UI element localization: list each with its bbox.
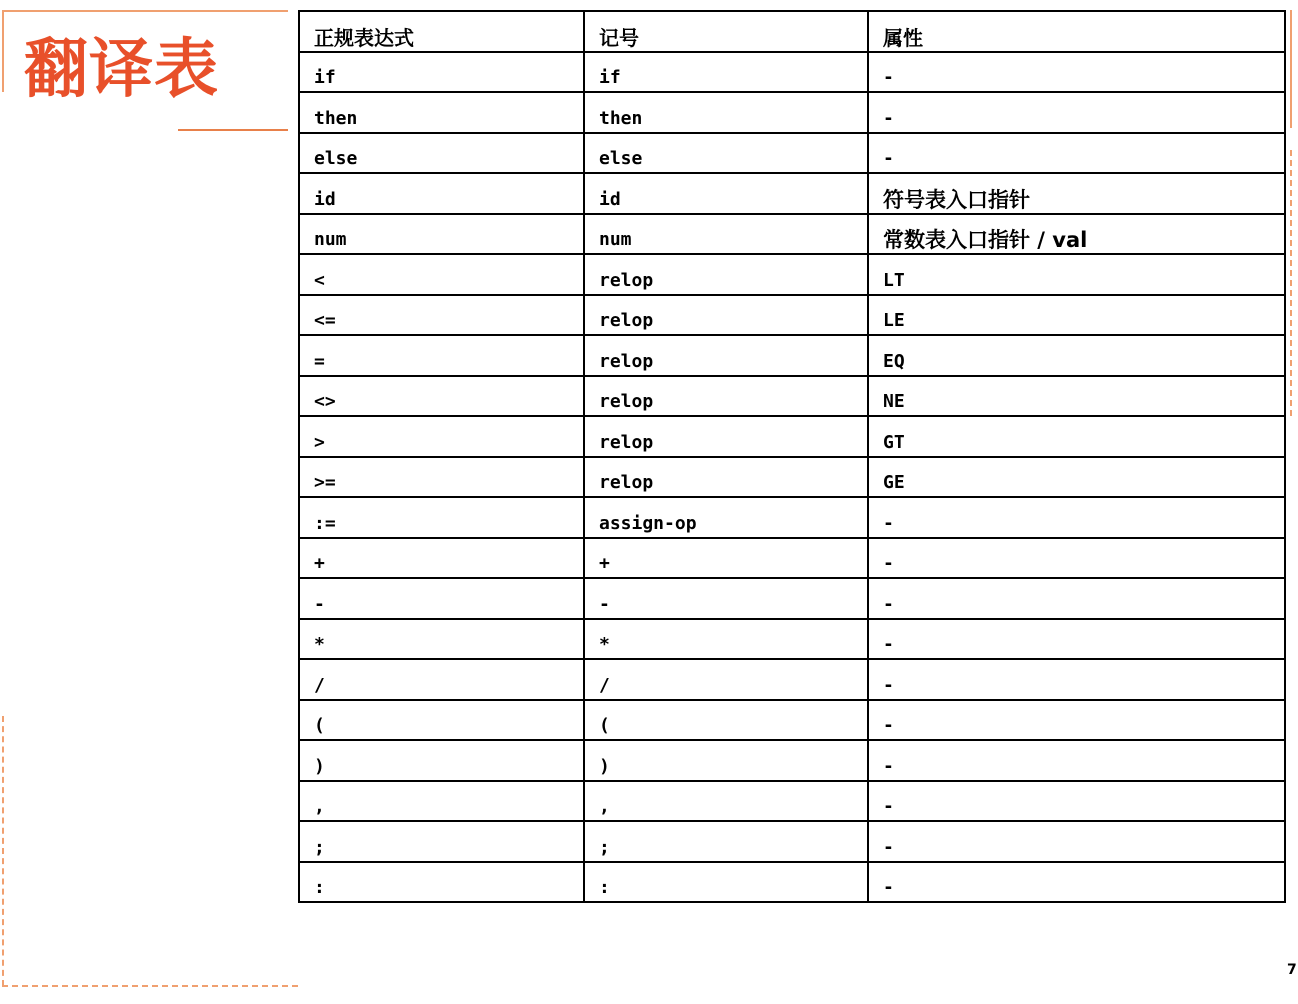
cell-token: relop — [584, 457, 868, 498]
table-row — [299, 821, 1285, 862]
translation-table — [298, 10, 1286, 903]
header-regex: 正规表达式 — [299, 11, 584, 52]
cell-attribute: - — [868, 497, 1285, 538]
cell-regex: , — [299, 781, 584, 822]
cell-regex: / — [299, 659, 584, 700]
cell-regex: > — [299, 416, 584, 457]
header-token: 记号 — [584, 11, 868, 52]
cell-regex: if — [299, 52, 584, 93]
title-underline — [178, 129, 288, 131]
cell-attribute: LE — [868, 295, 1285, 336]
right-dashed-border — [1290, 150, 1292, 416]
cell-regex: then — [299, 92, 584, 133]
cell-regex: ) — [299, 740, 584, 781]
left-dashed-border — [2, 716, 4, 986]
cell-attribute: 常数表入口指针 / val — [868, 214, 1285, 255]
cell-attribute: - — [868, 740, 1285, 781]
table-row — [299, 781, 1285, 822]
cell-attribute: 符号表入口指针 — [868, 173, 1285, 214]
cell-regex: <> — [299, 376, 584, 417]
cell-regex: ( — [299, 700, 584, 741]
cell-attribute: EQ — [868, 335, 1285, 376]
table-row — [299, 740, 1285, 781]
cell-regex: - — [299, 578, 584, 619]
table-row — [299, 254, 1285, 295]
cell-attribute: - — [868, 700, 1285, 741]
table-header-row — [299, 11, 1285, 52]
cell-attribute: - — [868, 538, 1285, 579]
cell-token: ( — [584, 700, 868, 741]
cell-regex: id — [299, 173, 584, 214]
table-row — [299, 52, 1285, 93]
table-row — [299, 173, 1285, 214]
cell-regex: * — [299, 619, 584, 660]
table-row — [299, 538, 1285, 579]
cell-attribute: - — [868, 862, 1285, 903]
cell-attribute: GT — [868, 416, 1285, 457]
cell-token: relop — [584, 335, 868, 376]
table-row — [299, 214, 1285, 255]
cell-token: then — [584, 92, 868, 133]
bottom-dashed-border — [2, 985, 298, 987]
cell-token: relop — [584, 254, 868, 295]
cell-attribute: - — [868, 821, 1285, 862]
cell-token: relop — [584, 295, 868, 336]
table-row — [299, 416, 1285, 457]
cell-token: ; — [584, 821, 868, 862]
top-accent-rule — [2, 10, 288, 12]
cell-regex: else — [299, 133, 584, 174]
cell-token: ) — [584, 740, 868, 781]
cell-token: - — [584, 578, 868, 619]
cell-attribute: - — [868, 659, 1285, 700]
table-row — [299, 376, 1285, 417]
cell-attribute: - — [868, 133, 1285, 174]
cell-token: assign-op — [584, 497, 868, 538]
right-accent-rule — [1290, 10, 1292, 128]
table-row — [299, 862, 1285, 903]
cell-token: , — [584, 781, 868, 822]
slide-title: 翻译表 — [24, 33, 219, 107]
cell-attribute: GE — [868, 457, 1285, 498]
table-row — [299, 295, 1285, 336]
cell-attribute: - — [868, 619, 1285, 660]
cell-token: : — [584, 862, 868, 903]
cell-attribute: LT — [868, 254, 1285, 295]
table-row — [299, 700, 1285, 741]
page-number: 7 — [1287, 962, 1297, 978]
cell-regex: <= — [299, 295, 584, 336]
table-row — [299, 133, 1285, 174]
cell-token: id — [584, 173, 868, 214]
header-attribute: 属性 — [868, 11, 1285, 52]
cell-attribute: NE — [868, 376, 1285, 417]
table-row — [299, 497, 1285, 538]
cell-token: + — [584, 538, 868, 579]
cell-token: / — [584, 659, 868, 700]
cell-attribute: - — [868, 781, 1285, 822]
cell-regex: ; — [299, 821, 584, 862]
cell-regex: < — [299, 254, 584, 295]
cell-regex: = — [299, 335, 584, 376]
cell-attribute: - — [868, 578, 1285, 619]
cell-token: * — [584, 619, 868, 660]
cell-regex: := — [299, 497, 584, 538]
left-accent-rule — [2, 10, 4, 92]
table-row — [299, 457, 1285, 498]
cell-regex: : — [299, 862, 584, 903]
cell-token: else — [584, 133, 868, 174]
table-row — [299, 335, 1285, 376]
table-row — [299, 659, 1285, 700]
table-body — [299, 52, 1285, 903]
cell-regex: num — [299, 214, 584, 255]
cell-token: relop — [584, 416, 868, 457]
table-row — [299, 92, 1285, 133]
cell-token: num — [584, 214, 868, 255]
cell-regex: >= — [299, 457, 584, 498]
cell-attribute: - — [868, 92, 1285, 133]
cell-regex: + — [299, 538, 584, 579]
cell-attribute: - — [868, 52, 1285, 93]
cell-token: relop — [584, 376, 868, 417]
table-row — [299, 578, 1285, 619]
table-row — [299, 619, 1285, 660]
cell-token: if — [584, 52, 868, 93]
